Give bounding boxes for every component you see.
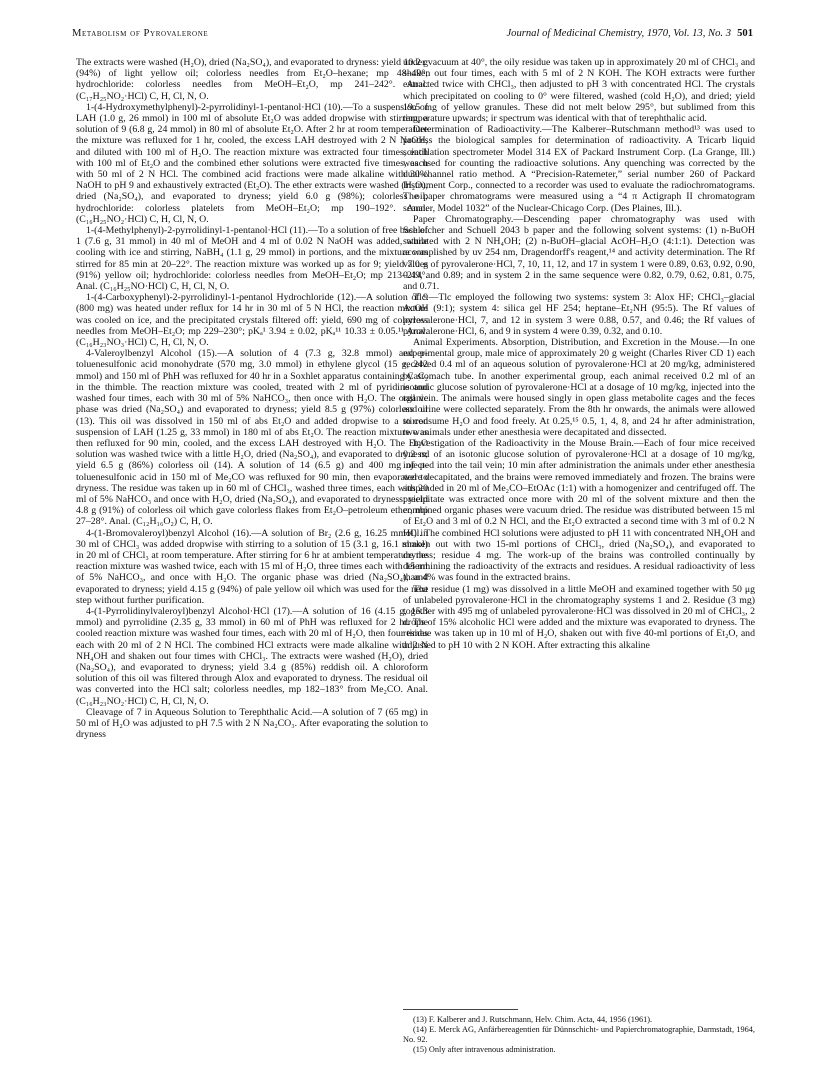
running-title: Metabolism of Pyrovalerone [72,28,209,39]
page-number: 501 [737,28,753,39]
paragraph: 1-(4-Methylphenyl)-2-pyrrolidinyl-1-pentanol·HCl (11).—To a solution of free base of 1 (7.6 g, 31 mmol) in 40 ml of MeOH and 4 ml of 0.02 N NaOH was added, while cooling with ice and stirring, NaBH₄ (1.1 g, 29 mmol) in portions, and the mixture was stirred for 85 min at 20–22°. The reaction mixture was worked up as for 9; yield 7.0 g (91%) yellow oil; hydrochloride: colorless needles from MeOH–Et₂O; mp 213–214°. Anal. (C₁₆H₂₅NO·HCl) C, H, Cl, N, O. [76,225,428,293]
footnote: (13) F. Kalberer and J. Rutschmann, Helv. Chim. Acta, 44, 1956 (1961). [413,1015,653,1024]
left-column [76,57,428,740]
page-header [72,28,753,46]
paragraph: Cleavage of 7 in Aqueous Solution to Terephthalic Acid.—A solution of 7 (65 mg) in 50 ml of H₂O was adjusted to pH 7.5 with 2 N Na₂CO₃. After evaporating the solution to dryness [76,706,428,741]
paragraph: Animal Experiments. Absorption, Distribution, and Excretion in the Mouse.—In one experimental group, male mice of approximately 20 g weight (Charles River CD 1) each received 0.4 ml of an aqueous solution of pyrovalerone·HCl at 20 mg/kg, administered by stomach tube. In another experimental group, each animal received 0.2 ml of an isotonic glucose solution of pyrovalerone·HCl at a dosage of 10 mg/kg, injected into the tail vein. The animals were housed singly in open glass metabolite cages and the feces and urine were collected separately. From the 8th hr onwards, the animals were allowed to consume H₂O and food freely. At 0.25,¹⁵ 0.5, 1, 4, 8, and 24 hr after administration, two animals under ether anesthesia were decapitated and dissected. [403,337,755,438]
paragraph: Paper Chromatography.—Descending paper chromatography was used with Schleicher and Schuell 2043 b paper and the following solvent systems: (1) n-BuOH saturated with 2 N NH₄OH; (2) n-BuOH–glacial AcOH–H₂O (4:1:1). Detection was accomplished by uv 254 nm, Dragendorff's reagent,¹⁴ and activity determination. The Rf values of pyrovalerone·HCl, 7, 10, 11, 12, and 17 in system 1 were 0.89, 0.63, 0.92, 0.90, 0.49, and 0.89; and in system 2 in the same sequence were 0.82, 0.79, 0.62, 0.81, 0.75, and 0.71. [403,213,755,293]
paragraph: Determination of Radioactivity.—The Kalberer–Rutschmann method¹³ was used to process the biological samples for determination of radioactivity. A Tricarb liquid scintillation spectrometer Model 314 EX of Packard Instrument Corp. (La Grange, Ill.) was used for counting the radioactive solutions. Any quenching was corrected by the dual-channel ratio method. A “Precision-Ratemeter,” serial number 260 of Packard Instrument Corp., connected to a recorder was used to evaluate the radiochromatograms. The paper chromatograms were measured using a “4 π Actigraph II chromatogram scanner, Model 1032” of the Nuclear-Chicago Corp. (Des Plaines, Ill.). [403,124,755,214]
journal-citation: Journal of Medicinal Chemistry, 1970, Vol. 13, No. 3 [506,28,731,39]
paragraph: 1-(4-Carboxyphenyl)-2-pyrrolidinyl-1-pentanol Hydrochloride (12).—A solution of 9 (800 mg) was heated under reflux for 14 hr in 30 ml of 5 N HCl, the reaction mixture was cooled on ice, and the precipitated crystals filtered off: yield, 690 mg of colorless needles from MeOH–Et₂O; mp 229–230°; pKₐ¹ 3.94 ± 0.02, pKₐ¹¹ 10.33 ± 0.05.¹¹ Anal. (C₁₆H₂₃NO₃·HCl) C, H, Cl, N, O. [76,292,428,349]
footnote-rule [403,1009,518,1010]
paragraph: 4-Valeroylbenzyl Alcohol (15).—A solution of 4 (7.3 g, 32.8 mmol) and p-toluenesulfonic acid monohydrate (570 mg, 3.0 mmol) in ethylene glycol (15 g, 242 mmol) and 150 ml of PhH was refluxed for 40 hr in a Soxhlet apparatus containing CaC₂ in the thimble. The reaction mixture was cooled, treated with 2 ml of pyridine and washed four times, each with 30 ml of 5% NaHCO₃, then once with H₂O. The organic phase was dried (Na₂SO₄) and evaporated to dryness; yield 8.5 g (97%) colorless oil (13). This oil was dissolved in 150 ml of abs Et₂O and added dropwise to a stirred suspension of LAH (1.25 g, 33 mmol) in 180 ml of abs Et₂O. The reaction mixture was then refluxed for 90 min, cooled, and the excess LAH destroyed with H₂O. The Et₂O solution was washed twice with a little H₂O, dried (Na₂SO₄), and evaporated to dryness; yield 6.5 g (86%) colorless oil (14). A solution of 14 (6.5 g) and 400 mg of p-toluenesulfonic acid in 150 ml of Me₂CO was refluxed for 90 min, then evaporated to dryness. The residue was taken up in 60 ml of CHCl₃, washed three times, each with 20 ml of 5% NaHCO₃ and once with H₂O, dried (Na₂SO₄), and evaporated to dryness; yield 4.8 g (91%) of colorless oil which gave colorless flakes from Et₂O–petroleum ether, mp 27–28°. Anal. (C₁₂H₁₆O₂) C, H, O. [76,348,428,528]
footnotes [403,1015,755,1055]
paragraph: Tlc.—Tlc employed the following two systems: system 3: Alox HF; CHCl₃–glacial AcOH (9:1); system 4: silica gel HF 254; heptane–Et₂NH (95:5). The Rf values of pyrovalerone·HCl, 7, and 12 in system 3 were 0.88, 0.57, and 0.46; the Rf values of pyrovalerone·HCl, 6, and 9 in system 4 were 0.39, 0.32, and 0.10. [403,292,755,337]
paragraph: 4-(1-Pyrrolidinylvaleroyl)benzyl Alcohol·HCl (17).—A solution of 16 (4.15 g, 15.3 mmol) and pyrrolidine (2.35 g, 33 mmol) in 60 ml of PhH was refluxed for 2 hr. The cooled reaction mixture was washed four times, each with 20 ml of H₂O, then four times each with 20 ml of 2 N HCl. The combined HCl extracts were made alkaline with 2 N NH₄OH and shaken out four times with CHCl₃. The extracts were washed (H₂O), dried (Na₂SO₄), and evaporated to dryness; yield 3.4 g (85%) reddish oil. A chloroform solution of this oil was filtered through Alox and evaporated to dryness. The residual oil was converted into the HCl salt; colorless needles, mp 182–183° from Me₂CO. Anal. (C₁₆H₂₃NO₂·HCl) C, H, Cl, N, O. [76,605,428,707]
paragraph: The extracts were washed (H₂O), dried (Na₂SO₄), and evaporated to dryness: yield 10.2 g (94%) of light yellow oil; colorless needles from Et₂O–hexane; mp 48–49°; hydrochloride: colorless needles from MeOH–Et₂O, mp 241–242°. Anal. (C₁₇H₂₅NO₂·HCl) C, H, Cl, N, O. [76,57,428,102]
paragraph: Investigation of the Radioactivity in the Mouse Brain.—Each of four mice received 0.2 ml of an isotonic glucose solution of pyrovalerone·HCl at a dosage of 10 mg/kg, injected into the tail vein; 10 min after administration the animals under ether anesthesia were decapitated, and the brains were removed immediately and frozen. The brains were suspended in 20 ml of Me₂CO–EtOAc (1:1) with a homogenizer and centrifuged off. The precipitate was extracted once more with 20 ml of the solvent mixture and then the combined organic phases were vacuum dried. The residue was distributed between 15 ml of Et₂O and 3 ml of 0.2 N HCl, and the Et₂O extracted a second time with 3 ml of 0.2 N HCl. The combined HCl solutions were adjusted to pH 11 with concentrated NH₄OH and shaken out with two 15-ml portions of CHCl₃, dried (Na₂SO₄), and evaporated to dryness; residue 4 mg. The work-up of the brains was controlled continually by determining the radioactivity of the extracts and residues. A residual radioactivity of less than 4% was found in the extracted brains. [403,437,755,584]
paragraph: 4-(1-Bromovaleroyl)benzyl Alcohol (16).—A solution of Br₂ (2.6 g, 16.25 mmol) in 30 ml of CHCl₃ was added dropwise with stirring to a solution of 15 (3.1 g, 16.1 mmol) in 20 ml of CHCl₃ at room temperature. After stirring for 6 hr at ambient temperature the reaction mixture was washed twice, each with 15 ml of H₂O, three times each with 15 ml of 5% NaHCO₃, and once with H₂O. The organic phase was dried (Na₂SO₄), and evaporated to dryness; yield 4.15 g (94%) of pale yellow oil which was used for the next step without further purification. [76,527,428,606]
paragraph: 1-(4-Hydroxymethylphenyl)-2-pyrrolidinyl-1-pentanol·HCl (10).—To a suspension of LAH (1.0 g, 26 mmol) in 100 ml of absolute Et₂O was added dropwise with stirring, a solution of 9 (6.8 g, 24 mmol) in 80 ml of absolute Et₂O. After 2 hr at room temperature the mixture was refluxed for 1 hr, cooled, the excess LAH destroyed with 2 N NaOH, and diluted with 100 ml of H₂O. The reaction mixture was extracted four times, each with 100 ml of Et₂O and the combined ether solutions were extracted five times, each with 50 ml of 2 N HCl. The combined acid fractions were made alkaline with 30% NaOH to pH 9 and exhaustively extracted (Et₂O). The ether extracts were washed (H₂O), dried (Na₂SO₄), and evaporated to dryness; yield 6.0 g (98%); colorless oil; hydrochloride: colorless platelets from MeOH–Et₂O; mp 190–192°. Anal. (C₁₆H₂₅NO₂·HCl) C, H, Cl, N, O. [76,101,428,225]
right-column [403,57,755,651]
paragraph: under vacuum at 40°, the oily residue was taken up in approximately 20 ml of CHCl₃ and shaken out four times, each with 5 ml of 2 N KOH. The KOH extracts were further extracted twice with CHCl₃, then adjusted to pH 3 with concentrated HCl. The crystals which precipitated on cooling to 0° were filtered, washed (cold H₂O), and dried; yield 19.5 mg of yellow granules. These did not melt below 295°, but sublimed from this temperature upwards; ir spectrum was identical with that of terephthalic acid. [403,57,755,125]
paragraph: The residue (1 mg) was dissolved in a little MeOH and examined together with 50 μg of unlabeled pyrovalerone·HCl in the chromatography systems 1 and 2. Residue (3 mg) together with 495 mg of unlabeled pyrovalerone·HCl was dissolved in 20 ml of CHCl₃, 2 drops of 15% alcoholic HCl were added and the mixture was evaporated to dryness. The residue was taken up in 10 ml of H₂O, shaken out with five 40-ml portions of Et₂O, and adjusted to pH 10 with 2 N KOH. After extracting this alkaline [403,583,755,651]
footnote: (15) Only after intravenous administration. [413,1045,556,1054]
footnote: (14) E. Merck AG, Anfärbereagentien für Dünnschicht- und Papierchromatographie, Darmstadt, 1964, No. 92. [403,1025,755,1044]
